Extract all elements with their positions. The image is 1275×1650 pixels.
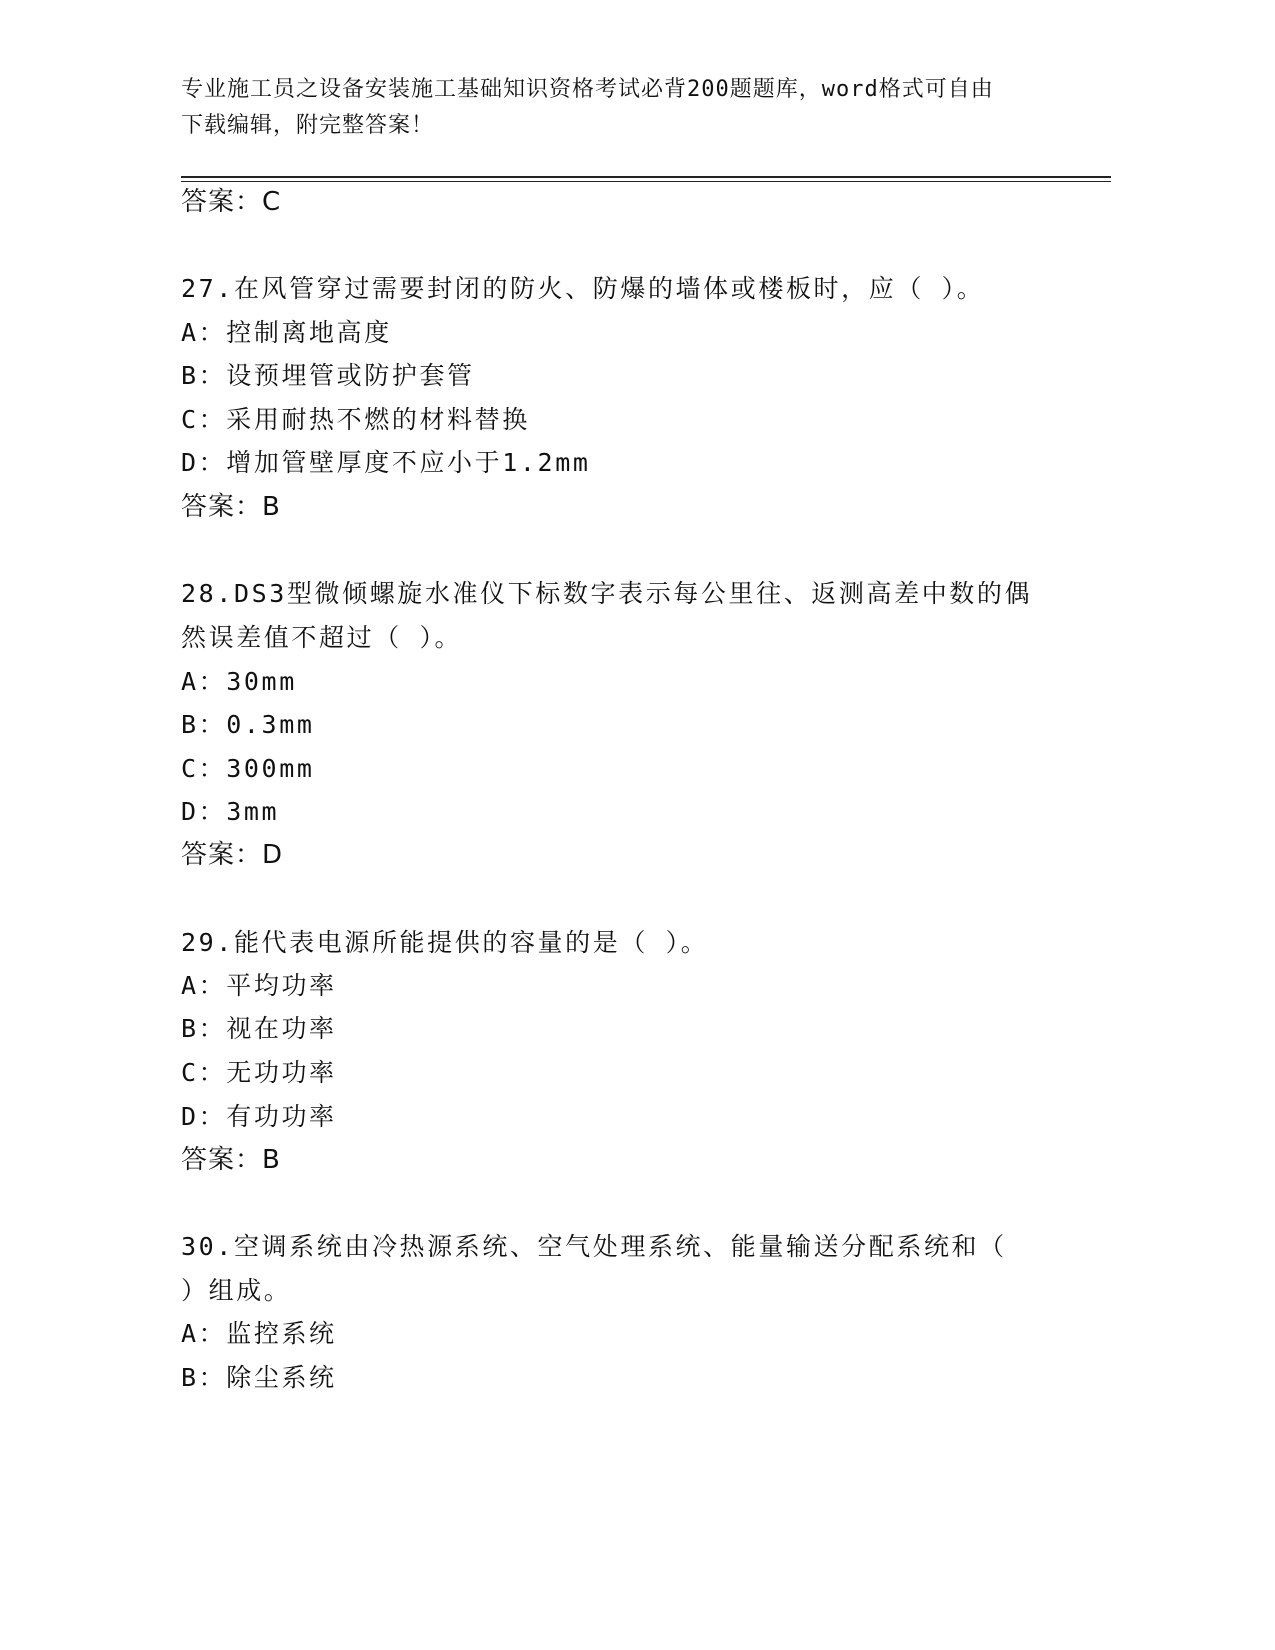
header-divider-thin [181, 181, 1111, 182]
question-27-option-b: B：设预埋管或防护套管 [181, 361, 475, 390]
question-29-option-d: D：有功功率 [181, 1102, 337, 1131]
question-29-option-b: B：视在功率 [181, 1014, 337, 1043]
question-28-stem-line-2: 然误差值不超过（ ）。 [181, 623, 463, 652]
question-29-option-a: A：平均功率 [181, 971, 337, 1000]
question-27-option-a: A：控制离地高度 [181, 318, 392, 347]
question-29-answer: 答案：B [181, 1145, 281, 1175]
question-28-option-d: D：3mm [181, 797, 280, 826]
question-27-option-d: D：增加管壁厚度不应小于1.2mm [181, 448, 591, 477]
question-30-stem-line-1: 30.空调系统由冷热源系统、空气处理系统、能量输送分配系统和（ [181, 1232, 1007, 1261]
document-header [181, 72, 1061, 144]
header-line-1: 专业施工员之设备安装施工基础知识资格考试必背200题题库，word格式可自由 [181, 77, 994, 102]
question-27-option-c: C：采用耐热不燃的材料替换 [181, 405, 530, 434]
question-29-option-c: C：无功功率 [181, 1058, 337, 1087]
question-28-option-c: C：300mm [181, 754, 315, 783]
question-27-stem: 27.在风管穿过需要封闭的防火、防爆的墙体或楼板时，应（ ）。 [181, 274, 985, 303]
question-27-answer: 答案：B [181, 492, 281, 522]
question-28-option-b: B：0.3mm [181, 710, 315, 739]
question-28-option-a: A：30mm [181, 667, 297, 696]
question-30-stem-line-2: ）组成。 [181, 1276, 292, 1305]
header-divider-thick [181, 176, 1111, 178]
question-28-answer: 答案：D [181, 840, 284, 870]
answer-prev: 答案：C [181, 187, 282, 217]
question-30-option-a: A：监控系统 [181, 1319, 337, 1348]
header-line-2: 下载编辑，附完整答案！ [181, 113, 435, 138]
question-28-stem-line-1: 28.DS3型微倾螺旋水准仪下标数字表示每公里往、返测高差中数的偶 [181, 579, 1033, 608]
question-30-option-b: B：除尘系统 [181, 1363, 337, 1392]
question-29-stem: 29.能代表电源所能提供的容量的是（ ）。 [181, 928, 709, 957]
